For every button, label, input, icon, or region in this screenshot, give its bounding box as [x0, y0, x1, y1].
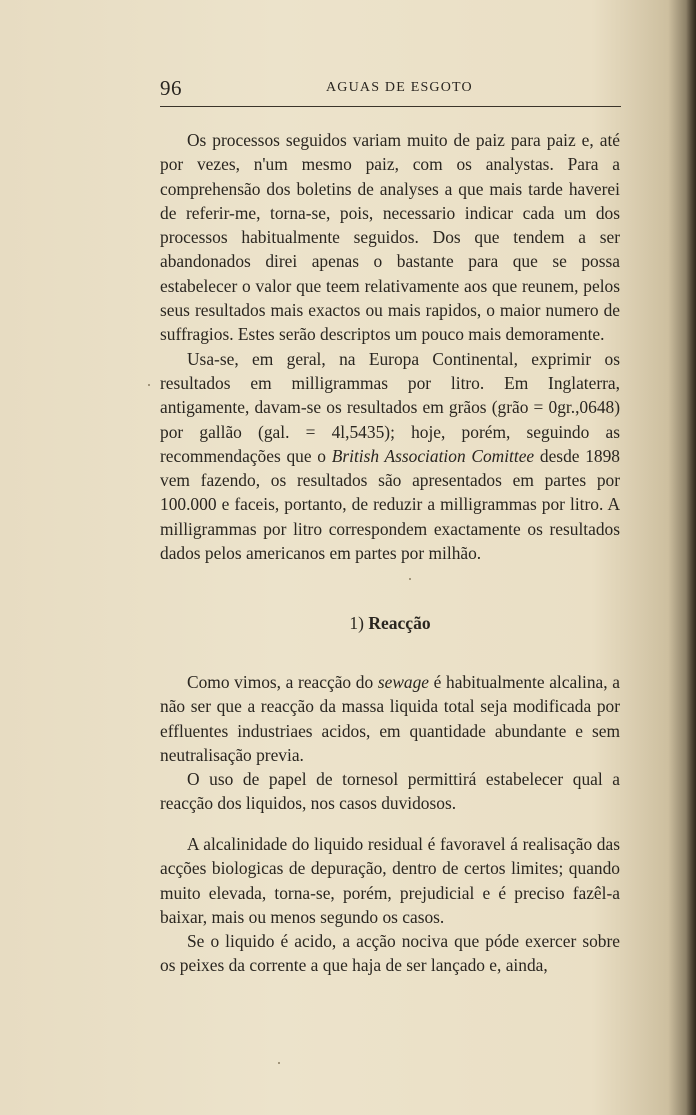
paragraph-2-part-b: desde 1898 vem fazendo, os resultados são apresentados em partes por 100.000 e faceis, portanto, de reduzir a milligrammas por litro. A milligrammas por litro correspondem exactamente os resultados dados pelos americanos em partes por milhão.: [160, 445, 620, 564]
header-rule: [160, 106, 621, 107]
page-number: 96: [160, 76, 182, 100]
paragraph-1: Os processos seguidos variam muito de paiz para paiz e, até por vezes, n'um mesmo paiz, com os analystas. Para a comprehensão dos boletins de analyses a que mais tarde haverei de referir-me, torna-se, pois, necessario indicar cada um dos processos habitualmente seguidos. Dos que tendem a ser abandonados direi apenas o bastante para que se possa estabelecer o valor que teem relativamente aos que reunem, pelos seus resultados mais exactos ou mais rapidos, o maior numero de suffragios. Estes serão descriptos um pouco mais demoramente.: [160, 130, 620, 345]
text-block-1: [160, 128, 620, 565]
section-heading-title: Reacção: [368, 613, 431, 633]
paragraph-4: O uso de papel de tornesol permittirá estabelecer qual a reacção dos liquidos, nos casos duvidosos.: [160, 769, 620, 814]
paragraph-3-italic: sewage: [377, 672, 430, 692]
paragraph-2-part-a: Usa-se, em geral, na Europa Continental, exprimir os resultados em milligrammas por litro. Em Inglaterra, antigamente, davam-se os resultados em grãos (grão = 0gr.,0648) por gallão (gal. = 4l,5435); hoje, porém, seguindo as recommendações que o: [160, 348, 620, 466]
text-block-3: [160, 832, 620, 978]
paragraph-6: Se o liquido é acido, a acção nociva que póde exercer sobre os peixes da corrente a que haja de ser lançado e, ainda,: [160, 931, 620, 976]
paper-speck: [278, 1062, 280, 1064]
paragraph-2: [160, 347, 620, 566]
paper-speck: [409, 578, 411, 580]
section-heading-number: 1): [349, 613, 364, 633]
paragraph-3: [160, 670, 620, 767]
section-heading: [160, 611, 620, 635]
paragraph-2-italic: British Association Comittee: [331, 445, 535, 466]
text-block-2: [160, 670, 620, 816]
running-head: AGUAS DE ESGOTO: [326, 80, 473, 95]
paper-speck: [148, 384, 150, 386]
page-edge-shadow: [686, 0, 696, 1115]
paragraph-5: A alcalinidade do liquido residual é favoravel á realisação das acções biologicas de depuração, dentro de certos limites; quando muito elevada, torna-se, porém, prejudicial e é preciso fazêl-a baixar, mais ou menos segundo os casos.: [160, 834, 620, 927]
paragraph-3-part-b: é habitualmente alcalina, a não ser que a reacção da massa liquida total seja modificada por effluentes industriaes acidos, em quantidade abundante e sem neutralisação previa.: [160, 672, 620, 765]
page-header: [160, 74, 620, 104]
paragraph-3-part-a: Como vimos, a reacção do: [187, 672, 378, 692]
